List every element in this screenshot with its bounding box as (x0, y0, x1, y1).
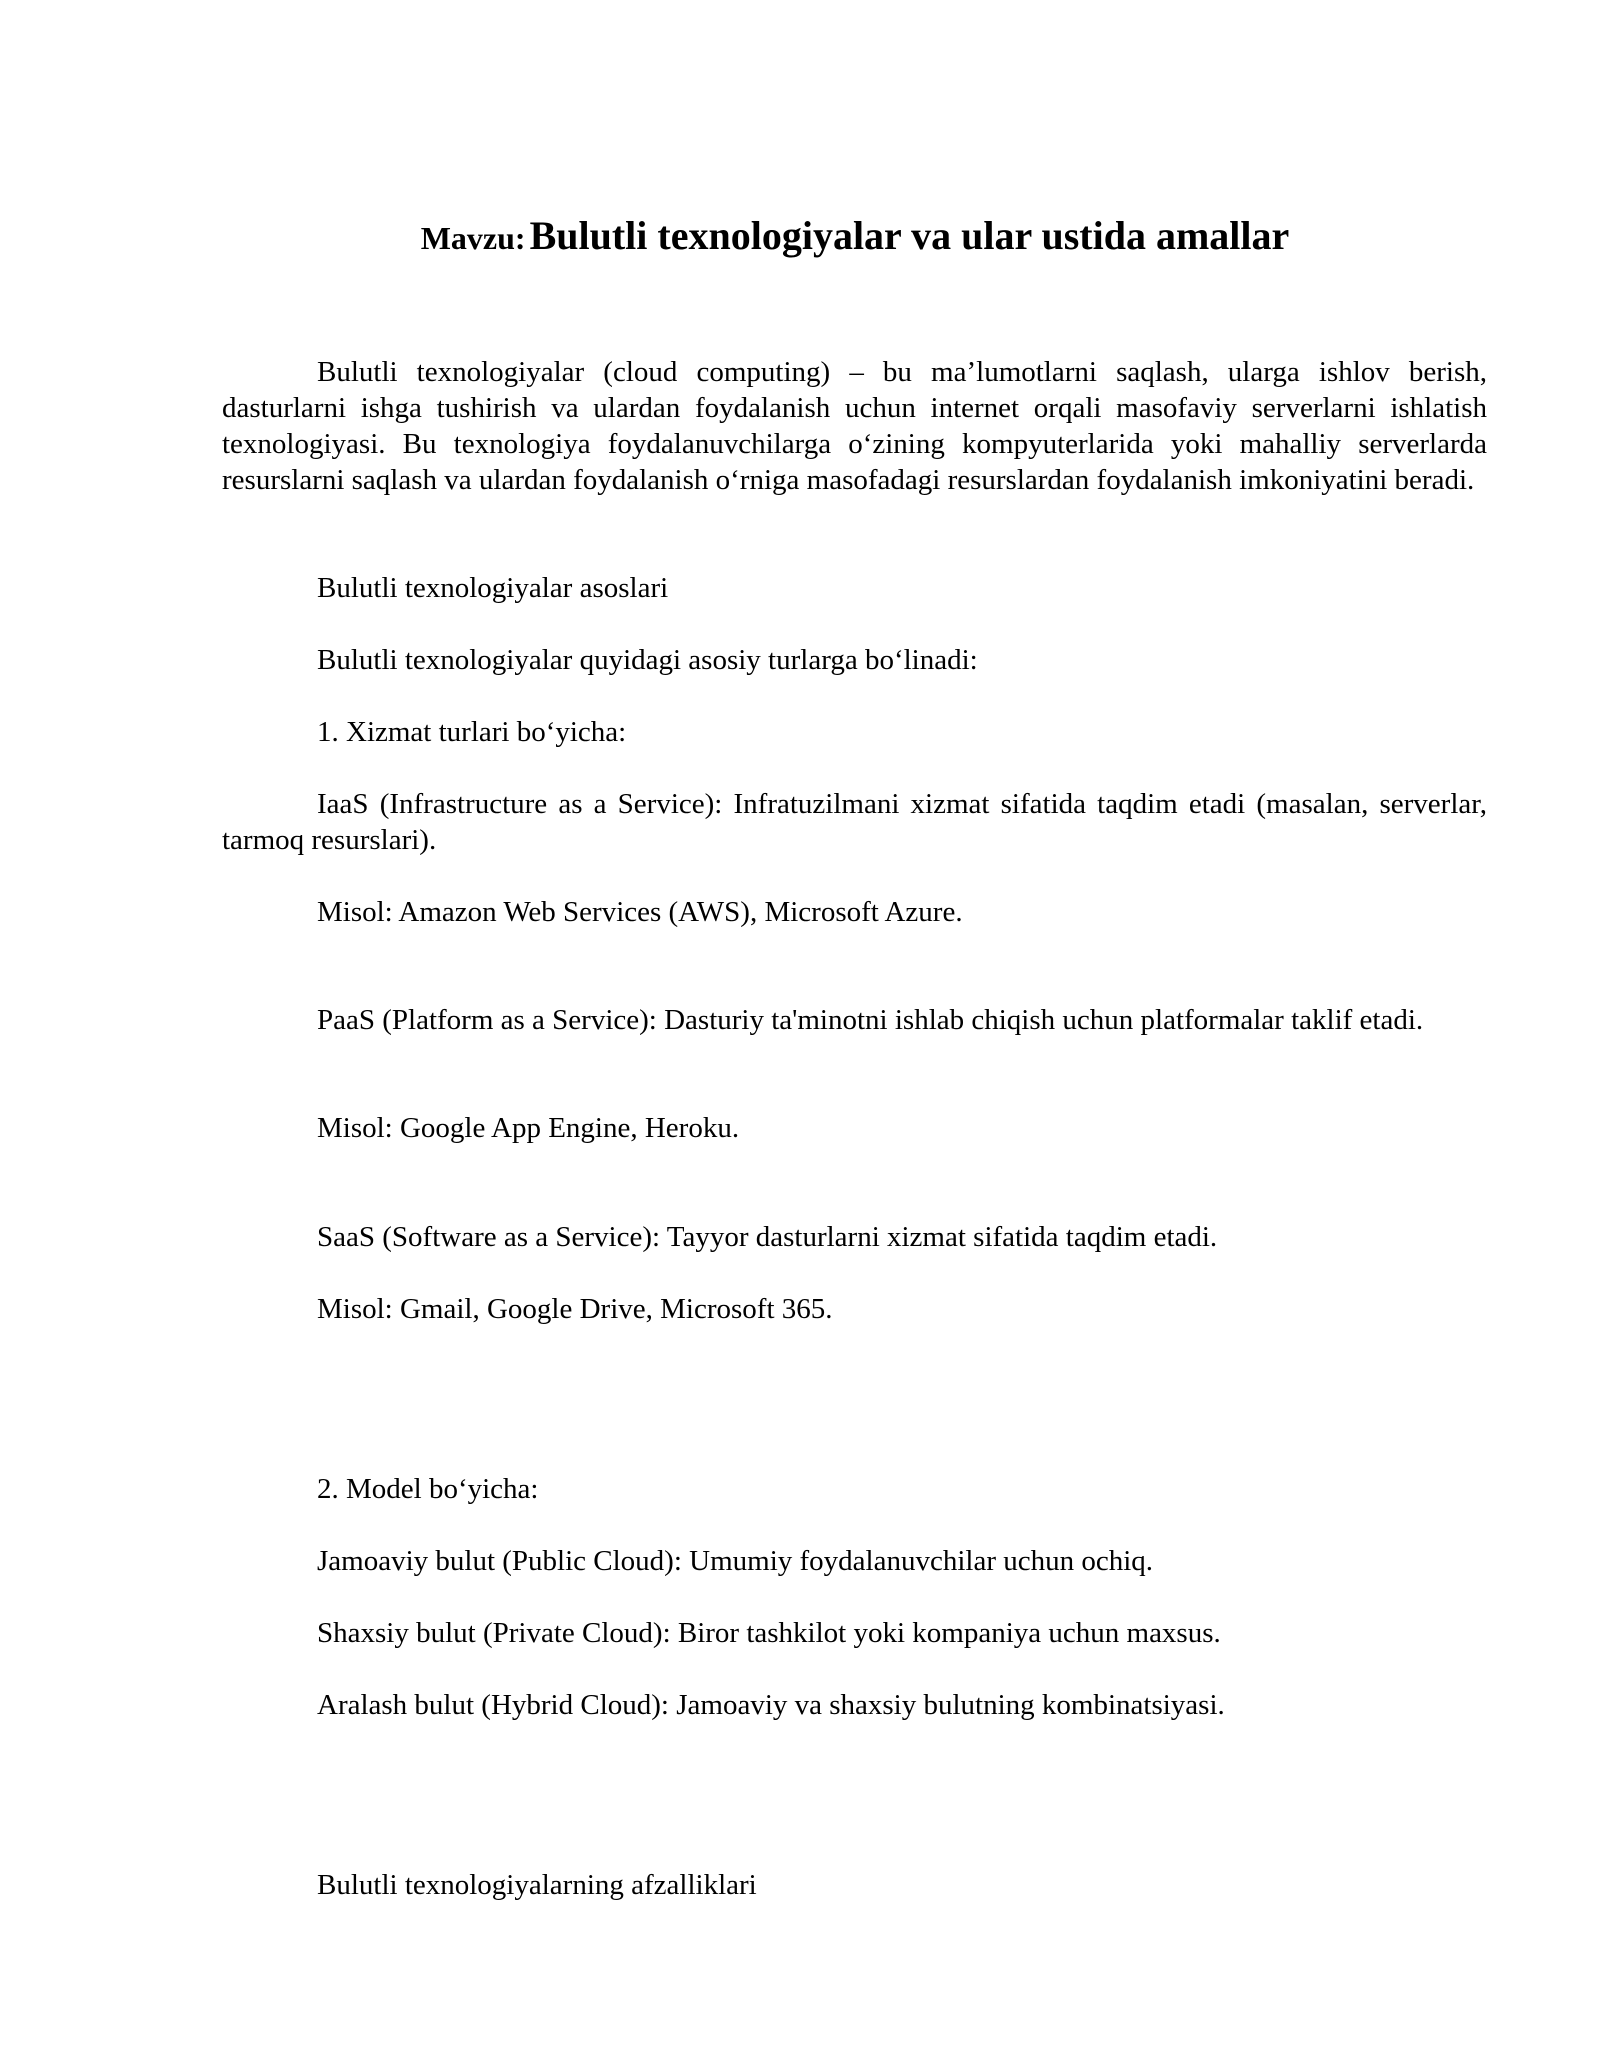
page-title (0, 212, 1600, 259)
service-heading: 1. Xizmat turlari bo‘yicha: (317, 716, 627, 748)
types-intro: Bulutli texnologiyalar quyidagi asosiy turlarga bo‘linadi: (317, 644, 978, 676)
private-cloud-item: Shaxsiy bulut (Private Cloud): Biror tashkilot yoki kompaniya uchun maxsus. (317, 1617, 1221, 1649)
intro-paragraph: Bulutli texnologiyalar (cloud computing) – bu ma’lumotlarni saqlash, ularga ishlov berish, dasturlarni ishga tushirish va ulardan foydalanish uchun internet orqali masofaviy serverlarni ishlatish texnologiyasi. Bu texnologiya foydalanuvchilarga o‘zining kompyuterlarida yoki mahalliy serverlarda resurslarni saqlash va ulardan foydalanish o‘rniga masofadagi resurslardan foydalanish imkoniyatini beradi. (222, 356, 1487, 496)
paas-example: Misol: Google App Engine, Heroku. (317, 1112, 740, 1144)
public-cloud-item: Jamoaviy bulut (Public Cloud): Umumiy foydalanuvchilar uchun ochiq. (317, 1545, 1154, 1577)
advantages-heading: Bulutli texnologiyalarning afzalliklari (317, 1869, 757, 1901)
saas-paragraph: SaaS (Software as a Service): Tayyor dasturlarni xizmat sifatida taqdim etadi. (317, 1221, 1218, 1253)
paas-paragraph: PaaS (Platform as a Service): Dasturiy ta'minotni ishlab chiqish uchun platformalar taklif etadi. (317, 1004, 1424, 1036)
hybrid-cloud-item: Aralash bulut (Hybrid Cloud): Jamoaviy va shaxsiy bulutning kombinatsiyasi. (317, 1689, 1225, 1721)
basics-heading: Bulutli texnologiyalar asoslari (317, 572, 669, 604)
iaas-example: Misol: Amazon Web Services (AWS), Microsoft Azure. (317, 896, 963, 928)
title-main: Bulutli texnologiyalar va ular ustida amallar (529, 213, 1290, 258)
title-prefix: Mavzu: (420, 220, 526, 256)
iaas-paragraph: IaaS (Infrastructure as a Service): Infratuzilmani xizmat sifatida taqdim etadi (masalan, serverlar, tarmoq resurslari). (222, 788, 1487, 856)
saas-example: Misol: Gmail, Google Drive, Microsoft 365. (317, 1293, 833, 1325)
model-heading: 2. Model bo‘yicha: (317, 1473, 539, 1505)
